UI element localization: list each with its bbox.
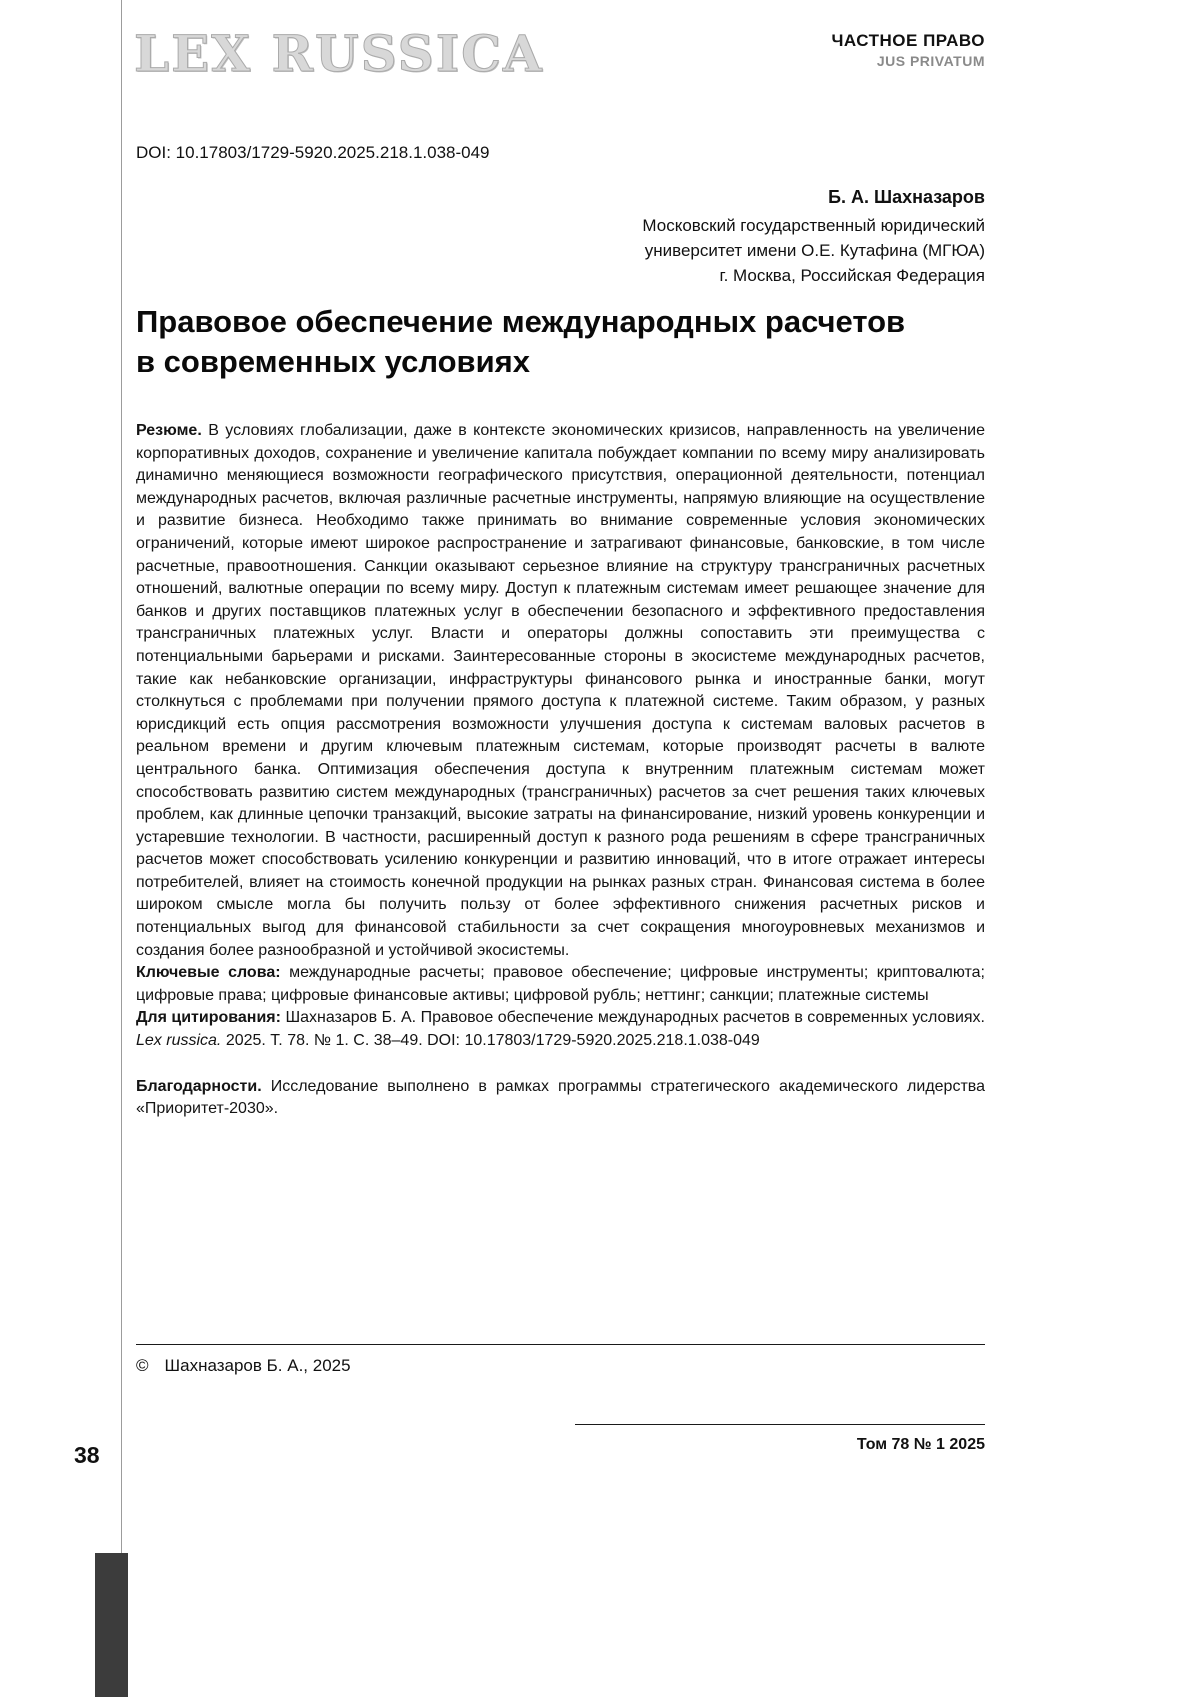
article-title-line-2: в современных условиях <box>136 344 530 379</box>
copyright-symbol: © <box>136 1356 149 1375</box>
page-number: 38 <box>74 1442 100 1468</box>
author-name: Б. А. Шахназаров <box>828 187 985 207</box>
article-title <box>136 302 986 382</box>
journal-logo: LEX RUSSICA <box>134 24 544 83</box>
affiliation-line: г. Москва, Российская Федерация <box>719 266 985 285</box>
acknowledgments-label: Благодарности. <box>136 1077 262 1095</box>
keywords-paragraph <box>136 962 985 1007</box>
author-block <box>642 185 985 288</box>
article-title-line-1: Правовое обеспечение международных расчетов <box>136 304 906 339</box>
citation-text-end: 2025. Т. 78. № 1. С. 38–49. DOI: 10.17803/1729-5920.2025.218.1.038-049 <box>221 1032 760 1050</box>
affiliation-line: Московский государственный юридический <box>642 216 985 235</box>
article-front-matter <box>136 420 985 1121</box>
rubric-russian: ЧАСТНОЕ ПРАВО <box>831 31 985 50</box>
footer-divider <box>575 1424 985 1425</box>
citation-journal-name: Lex russica. <box>136 1032 222 1050</box>
abstract-text: В условиях глобализации, даже в контексте экономических кризисов, направленность на увеличение корпоративных доходов, сохранение и увеличение капитала побуждает компании по всему миру анализировать динамично меняющиеся возможности географического присутствия, операционной деятельности, потенциал международных расчетов, включая различные расчетные инструменты, напрямую влияющие на осуществление и развитие бизнеса. Необходимо также принимать во внимание современные условия экономических ограничений, которые имеют широкое распространение и затрагивают финансовые, банковские, в том числе расчетные, правоотношения. Санкции оказывают серьезное влияние на структуру трансграничных расчетных отношений, валютные операции по всему миру. Доступ к платежным системам имеет решающее значение для банков и других поставщиков платежных услуг в обеспечении безопасного и эффективного предоставления трансграничных платежных услуг. Власти и операторы должны сопоставить эти преимущества с потенциальными барьерами и рисками. Заинтересованные стороны в экосистеме международных расчетов, такие как небанковские организации, инфраструктуры финансового рынка и иностранные банки, могут столкнуться с проблемами при получении прямого доступа к платежной системе. Таким образом, у разных юрисдикций есть опция рассмотрения возможности улучшения доступа к системам валовых расчетов в реальном времени и другим ключевым платежным системам, которые производят расчеты в валюте центрального банка. Оптимизация обеспечения доступа к внутренним платежным системам может способствовать развитию систем международных (трансграничных) расчетов за счет решения таких ключевых проблем, как длинные цепочки транзакций, высокие затраты на финансирование, низкий уровень конкуренции и устаревшие технологии. В частности, расширенный доступ к разного рода решениям в сфере трансграничных расчетов может способствовать усилению конкуренции и развитию инноваций, что в итоге отражает интересы потребителей, влияет на стоимость конечной продукции на рынках разных стран. Финансовая система в более широком смысле могла бы получить пользу от более эффективного снижения расчетных рисков и потенциальных выгод для финансовой стабильности за счет сокращения многоуровневых механизмов и создания более разнообразной и устойчивой экосистемы. <box>136 422 986 959</box>
keywords-text: международные расчеты; правовое обеспечение; цифровые инструменты; криптовалюта; цифровые права; цифровые финансовые активы; цифровой рубль; неттинг; санкции; платежные системы <box>136 964 986 1004</box>
abstract-label: Резюме. <box>136 422 202 439</box>
left-margin-rule <box>121 0 122 1697</box>
citation-paragraph <box>136 1007 985 1052</box>
doi-line: DOI: 10.17803/1729-5920.2025.218.1.038-049 <box>136 143 490 162</box>
page-number-tab <box>95 1553 128 1697</box>
section-rubric <box>831 30 985 71</box>
citation-label: Для цитирования: <box>136 1009 281 1027</box>
acknowledgments-paragraph <box>136 1076 985 1121</box>
volume-issue-info: Том 78 № 1 2025 <box>856 1436 985 1453</box>
affiliation-line: университет имени О.Е. Кутафина (МГЮА) <box>644 241 985 260</box>
copyright-line <box>136 1356 351 1376</box>
acknowledgments-text: Исследование выполнено в рамках программы стратегического академического лидерства «Приоритет-2030». <box>136 1077 985 1118</box>
rubric-latin: JUS PRIVATUM <box>876 53 985 70</box>
keywords-label: Ключевые слова: <box>136 964 281 982</box>
abstract-paragraph <box>136 420 985 962</box>
citation-text-start: Шахназаров Б. А. Правовое обеспечение международных расчетов в современных условиях. <box>285 1009 985 1027</box>
copyright-divider <box>136 1344 985 1345</box>
copyright-text: Шахназаров Б. А., 2025 <box>164 1356 351 1375</box>
